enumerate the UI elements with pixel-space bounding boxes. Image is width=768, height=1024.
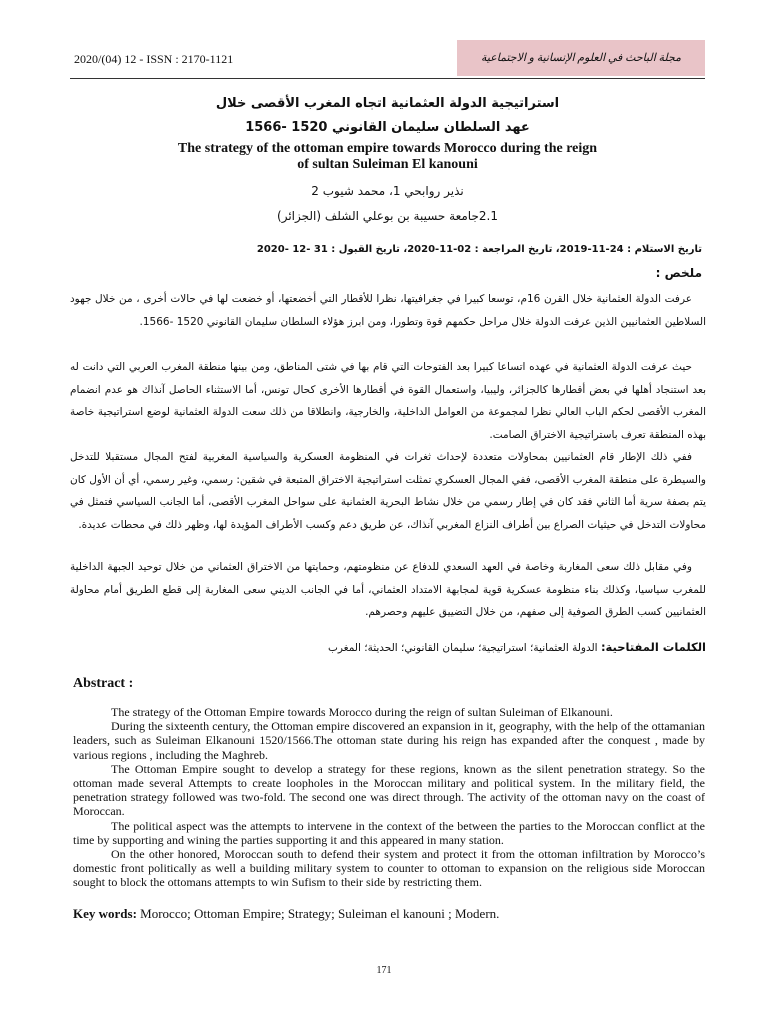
arabic-abstract-paragraph-4: وفي مقابل ذلك سعى المغاربة وخاصة في العهد السعدي للدفاع عن منظومتهم، وحمايتها من الاختراق العثماني من خلال توحيد الجبهة الداخلية للمغرب سياسيا، وكذلك بناء منظومة عسكرية قوية لمجابهة الامتداد العثماني، أما في الجانب الديني سعى المغاربة إلى قطع الطريق أمام محاولة العثمانيين كسب الطرق الصوفية إلى صفهم، من خلال التضييق عليهم وحصرهم. [70,561,706,618]
arabic-keywords-label: الكلمات المفتاحية: [600,640,706,654]
english-abstract-heading: Abstract : [73,676,134,691]
journal-name-banner: مجلة الباحث في العلوم الإنسانية و الاجتماعية [457,40,705,76]
author-names: نذير روابحي 1، محمد شيوب 2 [311,184,464,198]
page-number: 171 [376,965,392,976]
english-keywords [73,906,499,922]
english-title-line-1: The strategy of the ottoman empire towards Morocco during the reign [177,141,598,156]
issn-text: 2020/(04) 12 - ISSN : 2170-1121 [74,52,234,66]
arabic-abstract-paragraph-1: عرفت الدولة العثمانية خلال القرن 16م، توسعا كبيرا في جغرافيتها، نظرا للأقطار التي أخضعتها، أو خضعت لها في حالات أخرى ، من خلال جهود السلاطين العثمانيين الذين عرفت الدولة خلال مراحل حكمهم قوة وتطورا، ومن ابرز هؤلاء السلطان سليمان القانوني 1520 -1566. [70,293,706,328]
arabic-title-line-1: استراتيجية الدولة العثمانية اتجاه المغرب الأقصى خلال [215,96,560,111]
english-abstract-paragraph-3: The Ottoman Empire sought to develop a strategy for these regions, known as the silent penetration strategy. So the ottoman made several Attempts to create loopholes in the Moroccan military and political system. In the military field, the penetration strategy followed was two-fold. The second one was direct through. The activity of the ottoman navy on the coast of Moroccan. [73,761,705,819]
arabic-title-line-2: عهد السلطان سليمان القانوني 1520 -1566 [245,120,530,135]
english-abstract-paragraph-1: The strategy of the Ottoman Empire towards Morocco during the reign of sultan Suleiman of Elkanouni. [111,705,613,719]
arabic-abstract-heading: ملخص : [655,266,702,280]
english-keywords-list: Morocco; Ottoman Empire; Strategy; Suleiman el kanouni ; Modern. [140,906,500,921]
english-abstract-body [73,705,705,890]
english-abstract-paragraph-5: On the other honored, Moroccan south to defend their system and protect it from the ottoman infiltration by Morocco’s domestic front politically as well a building military system to counter to ottoman to expansion on the religious side Moroccan sought to block the ottomans attempts to win Sufism to their side by restricting them. [73,847,705,890]
arabic-keywords-list: الدولة العثمانية؛ استراتيجية؛ سليمان القانوني؛ الحديثة؛ المغرب [327,642,598,654]
english-title-line-2: of sultan Suleiman El kanouni [297,157,478,172]
submission-dates: تاريخ الاستلام : 24-11-2019، تاريخ المراجعة : 02-11-2020، تاريخ القبول : 31 -12 -2020 [256,244,702,255]
arabic-abstract-paragraph-2: حيث عرفت الدولة العثمانية في عهده اتساعا كبيرا بعد الفتوحات التي قام بها في شتى المناطق، ومن بينها منطقة المغرب العربي التي دانت له بعد استنجاد أهلها في بعض أقطارها كالجزائر، وليبيا، واستعمال القوة في أقطارها الأخرى كحال تونس، أما الاستثناء الحاصل آنذاك هو عدم انضمام المغرب الأقصى لحكم الباب العالي نظرا لمجموعة من العوامل الداخلية، والخارجية، وانطلاقا من ذلك سعت الدولة العثمانية لوضع استراتيجية خاصة بهذه المنطقة تعرف باستراتيجية الاختراق الصامت. [70,361,706,441]
english-abstract-paragraph-4: The political aspect was the attempts to intervene in the context of the between the parties to the Moroccan conflict at the time by supporting and wining the parties supporting it and this appeared in many station. [73,818,705,847]
english-abstract-paragraph-2: During the sixteenth century, the Ottoman empire discovered an expansion in it, geography, with the help of the ottamanian leaders, such as Suleiman Elkanouni 1520/1566.The ottoman state during his reign has expanded after the conquest , made by various regions , including the Maghreb. [73,719,705,762]
arabic-keywords [70,640,706,654]
english-keywords-label: Key words: [73,906,137,921]
page-header [70,38,705,79]
author-affiliation: 2.1جامعة حسيبة بن بوعلي الشلف (الجزائر) [277,209,498,223]
arabic-abstract-paragraph-3: ففي ذلك الإطار قام العثمانيين بمحاولات متعددة لإحداث ثغرات في المنظومة العسكرية والسياسية المغربية لفتح المجال مستقبلا للتدخل والسيطرة على منطقة المغرب الأقصى، ففي المجال العسكري تمثلت استراتيجية الاختراق المتبعة في شقين: رسمي، وغير رسمي، أي أن الأول كان يتم بصفة سرية أما الثاني فقد كان في إطار رسمي من خلال نشاط البحرية العثمانية على سواحل المغرب الأقصى، أما الجانب السياسي فتمثل في محاولات التدخل في حيثيات الصراع بين أطراف النزاع المغربي آنذاك، عن طريق دعم وكسب الأطراف المؤيدة لها، وظهر ذلك في محطات عديدة. [70,451,706,531]
